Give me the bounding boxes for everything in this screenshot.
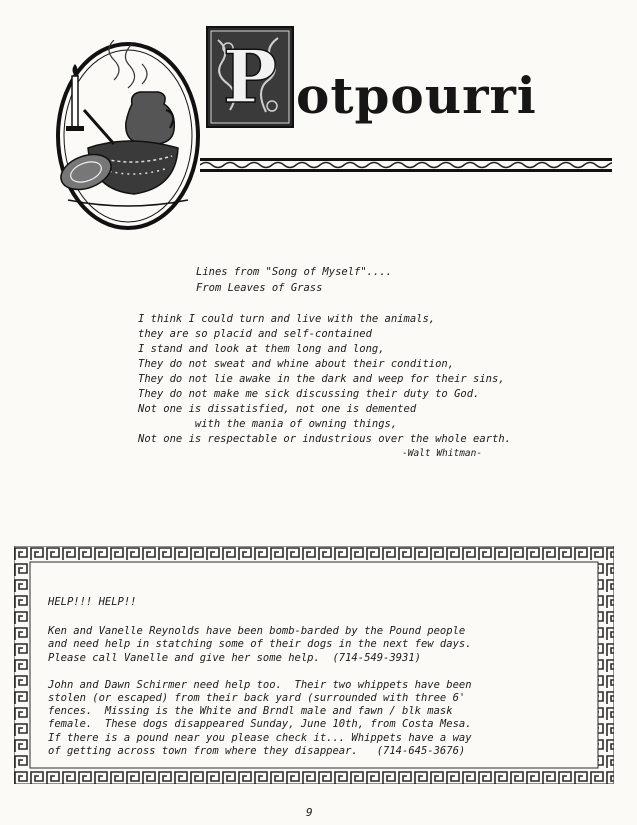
- page-title: otpourri: [296, 66, 537, 125]
- poem: [138, 312, 538, 447]
- title-divider: [200, 156, 612, 174]
- ornament-icon: [208, 28, 292, 126]
- masthead: [206, 20, 626, 130]
- pot-illustration: [54, 40, 202, 232]
- poem-line: I stand and look at them long and long,: [138, 343, 385, 355]
- poem-line: with the mania of owning things,: [138, 418, 398, 430]
- poem-line: They do not make me sick discussing their duty to God.: [138, 388, 480, 400]
- poem-line: they are so placid and self-contained: [138, 328, 372, 340]
- drop-cap-ornament: [206, 26, 294, 128]
- poem-line: Not one is respectable or industrious over the whole earth.: [138, 433, 511, 445]
- notice-heading: HELP!!! HELP!!: [48, 596, 137, 608]
- poem-line: Not one is dissatisfied, not one is demented: [138, 403, 417, 415]
- poem-heading-line: Lines from "Song of Myself"....: [196, 266, 392, 278]
- notice-paragraph: John and Dawn Schirmer need help too. Their two whippets have been stolen (or escaped) from their back yard (surrounded with three 6' fences. Missing is the White and Brndl male and fawn / blk mask female. These dogs disappeared Sunday, June 10th, from Costa Mesa. If there is a pound near you please check it... Whippets have a way of getting across town from where they disappear. (714-645-3676): [48, 678, 472, 757]
- notice-paragraph: Ken and Vanelle Reynolds have been bomb-barded by the Pound people and need help in statching some of their dogs in the next few days. Please call Vanelle and give her some help. (714-549-3931): [48, 625, 472, 664]
- poem-attribution: -Walt Whitman-: [402, 448, 483, 459]
- page-number: 9: [306, 806, 313, 819]
- poem-line: They do not lie awake in the dark and weep for their sins,: [138, 373, 505, 385]
- drop-cap-letter: P: [222, 34, 278, 119]
- help-notice: [48, 596, 588, 772]
- poem-line: They do not sweat and whine about their condition,: [138, 358, 455, 370]
- poem-line: I think I could turn and live with the animals,: [138, 313, 436, 325]
- poem-heading-line: From Leaves of Grass: [196, 282, 323, 294]
- poem-heading: [196, 264, 392, 296]
